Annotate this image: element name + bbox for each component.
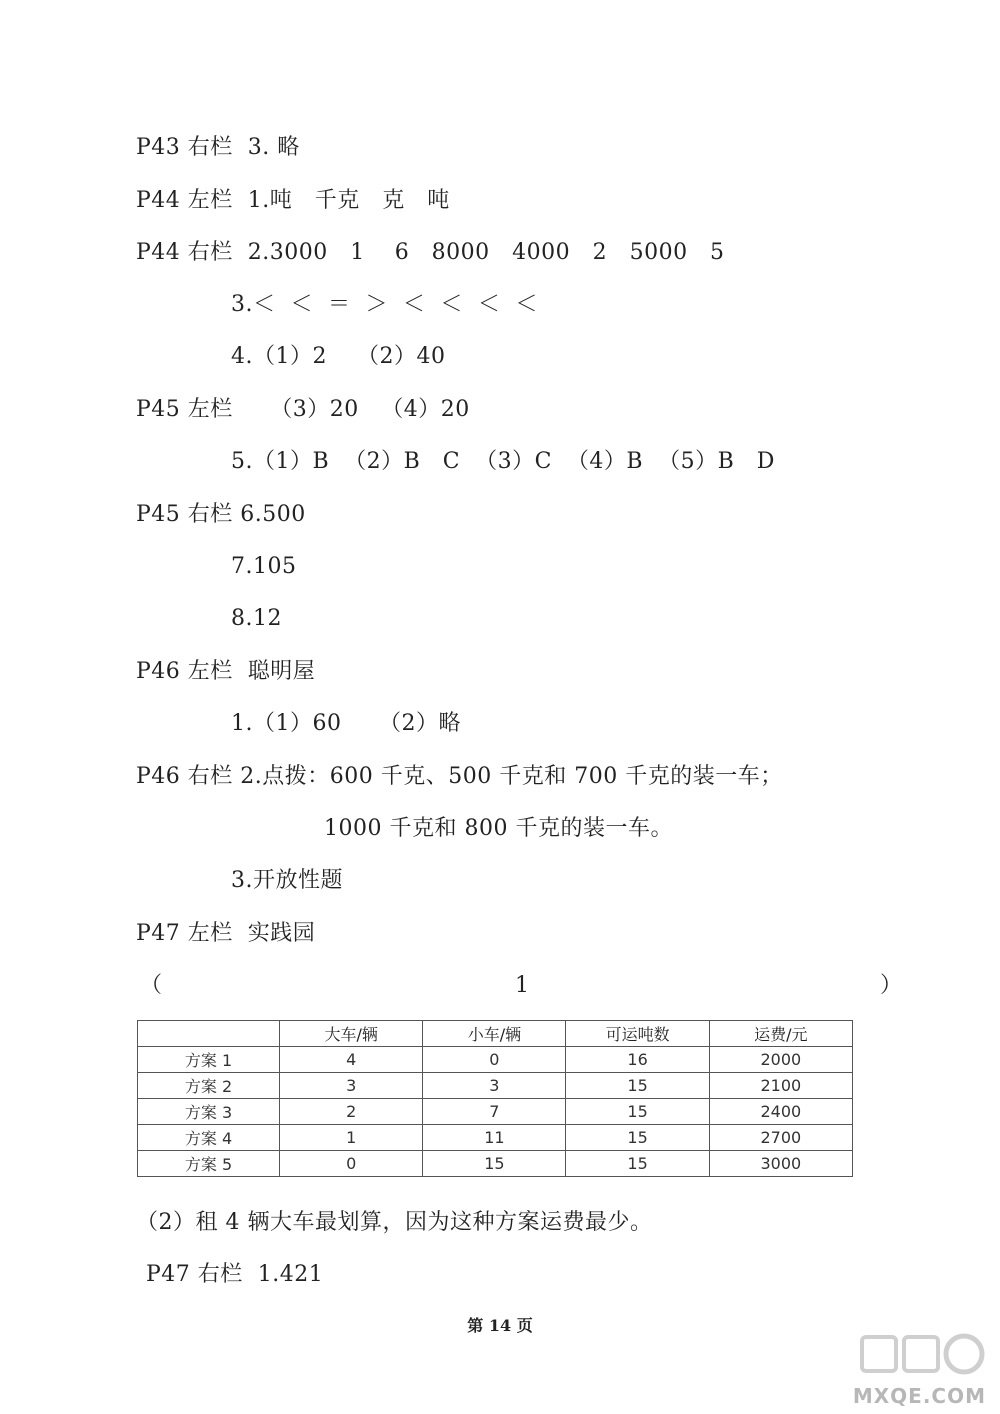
- part-1-number: 1: [515, 973, 529, 998]
- line-16: P47 左栏 实践园: [136, 921, 316, 946]
- line-5: 4.（1）2 （2）40: [231, 344, 446, 369]
- line-6: P45 左栏 （3）20 （4）20: [136, 397, 470, 422]
- table-row: [138, 1099, 853, 1125]
- table-cell: 2: [280, 1099, 423, 1125]
- table-cell: 15: [566, 1099, 709, 1125]
- page-footer: 第 14 页: [467, 1316, 533, 1335]
- table-row: [138, 1125, 853, 1151]
- line-10: 8.12: [231, 606, 282, 631]
- table-cell: 方案 4: [138, 1125, 280, 1151]
- table-cell: 3: [423, 1073, 566, 1099]
- table-cell: 2400: [709, 1099, 852, 1125]
- line-13: P46 右栏 2.点拨：600 千克、500 千克和 700 千克的装一车；: [136, 764, 783, 789]
- table-header-cell: 大车/辆: [280, 1021, 423, 1047]
- table-header-cell: 可运吨数: [566, 1021, 709, 1047]
- table-cell: 方案 3: [138, 1099, 280, 1125]
- part-1-close-paren: ）: [880, 973, 903, 998]
- line-part-2: （2）租 4 辆大车最划算，因为这种方案运费最少。: [136, 1210, 653, 1235]
- line-9: 7.105: [231, 554, 297, 579]
- line-12: 1.（1）60 （2）略: [231, 711, 461, 736]
- line-4: 3.＜ ＜ ＝ ＞ ＜ ＜ ＜ ＜: [231, 292, 538, 317]
- table-header-cell: [138, 1021, 280, 1047]
- line-p47-right: P47 右栏 1.421: [146, 1262, 324, 1287]
- plan-table: [137, 1020, 853, 1177]
- table-cell: 11: [423, 1125, 566, 1151]
- line-2: P44 左栏 1.吨 千克 克 吨: [136, 188, 450, 213]
- line-15: 3.开放性题: [231, 868, 343, 893]
- table-cell: 15: [423, 1151, 566, 1177]
- table-cell: 方案 1: [138, 1047, 280, 1073]
- line-14: 1000 千克和 800 千克的装一车。: [324, 816, 673, 841]
- table-cell: 16: [566, 1047, 709, 1073]
- table-cell: 方案 5: [138, 1151, 280, 1177]
- table-header-cell: 小车/辆: [423, 1021, 566, 1047]
- table-cell: 0: [280, 1151, 423, 1177]
- table-row: [138, 1073, 853, 1099]
- table-cell: 15: [566, 1151, 709, 1177]
- table-cell: 2000: [709, 1047, 852, 1073]
- table-cell: 2100: [709, 1073, 852, 1099]
- table-cell: 方案 2: [138, 1073, 280, 1099]
- part-1-open-paren: （: [140, 973, 163, 998]
- line-1: P43 右栏 3. 略: [136, 135, 300, 160]
- table-cell: 15: [566, 1125, 709, 1151]
- line-3: P44 右栏 2.3000 1 6 8000 4000 2 5000 5: [136, 240, 725, 265]
- line-7: 5.（1）B （2）B C （3）C （4）B （5）B D: [231, 449, 775, 474]
- table-cell: 0: [423, 1047, 566, 1073]
- table-cell: 1: [280, 1125, 423, 1151]
- watermark-text: MXQE.COM: [852, 1384, 986, 1408]
- line-8: P45 右栏 6.500: [136, 502, 306, 527]
- table-header-cell: 运费/元: [709, 1021, 852, 1047]
- table-cell: 3000: [709, 1151, 852, 1177]
- table-row: [138, 1047, 853, 1073]
- table-row: [138, 1151, 853, 1177]
- table-cell: 15: [566, 1073, 709, 1099]
- table-cell: 2700: [709, 1125, 852, 1151]
- table-header-row: [138, 1021, 853, 1047]
- line-11: P46 左栏 聪明屋: [136, 659, 316, 684]
- table-cell: 3: [280, 1073, 423, 1099]
- table-cell: 4: [280, 1047, 423, 1073]
- table-cell: 7: [423, 1099, 566, 1125]
